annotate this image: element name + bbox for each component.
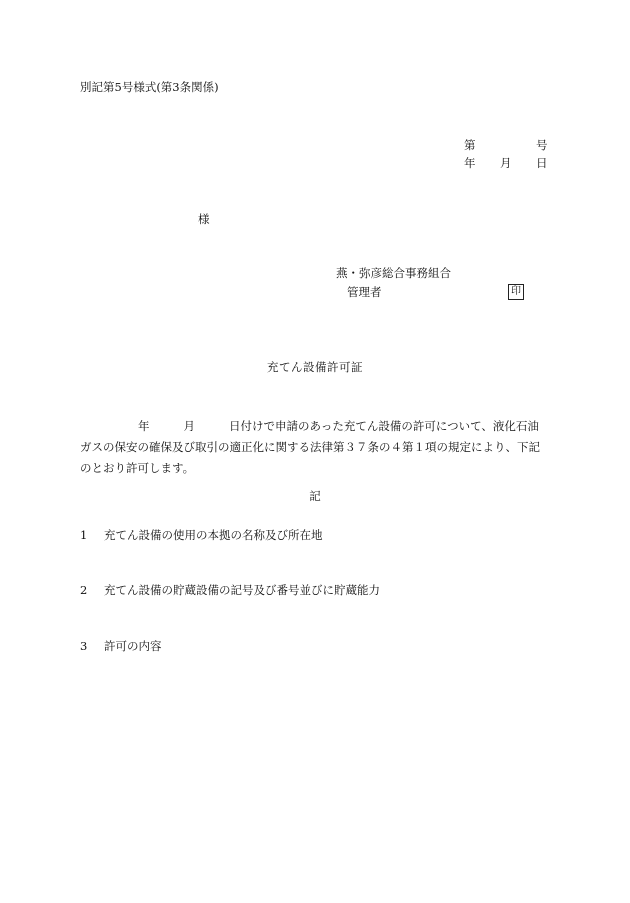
body-line1-rest: 日付けで申請のあった充てん設備の許可について、液化石油 — [229, 419, 539, 433]
list-item-number: 1 — [80, 528, 88, 542]
list-item — [80, 530, 323, 542]
date-year: 年 — [464, 156, 476, 170]
number-suffix: 号 — [536, 138, 548, 152]
body-paragraph — [80, 416, 550, 479]
date-month: 月 — [500, 156, 512, 170]
list-item — [80, 641, 162, 653]
body-line-2: ガスの保安の確保及び取引の適正化に関する法律第３７条の４第１項の規定により、下記 — [80, 440, 540, 454]
seal-mark: 印 — [508, 284, 524, 300]
body-line-1 — [80, 416, 550, 437]
recipient-honorific: 様 — [198, 212, 210, 226]
body-year: 年 — [138, 419, 150, 433]
number-prefix: 第 — [464, 138, 476, 152]
body-line-3: のとおり許可します。 — [80, 461, 195, 475]
issuer-title: 管理者 — [347, 285, 382, 299]
list-item — [80, 585, 380, 597]
form-label: 別記第5号様式(第3条関係) — [80, 80, 219, 94]
date-day: 日 — [536, 156, 548, 170]
issuer-organization: 燕・弥彦総合事務組合 — [336, 266, 451, 280]
list-item-text: 充てん設備の貯蔵設備の記号及び番号並びに貯蔵能力 — [104, 583, 380, 597]
document-title: 充てん設備許可証 — [267, 360, 363, 374]
list-item-number: 3 — [80, 639, 88, 653]
list-item-number: 2 — [80, 583, 88, 597]
list-item-text: 許可の内容 — [104, 639, 162, 653]
body-month: 月 — [183, 419, 195, 433]
ki-heading: 記 — [309, 489, 321, 503]
list-item-text: 充てん設備の使用の本拠の名称及び所在地 — [104, 528, 323, 542]
